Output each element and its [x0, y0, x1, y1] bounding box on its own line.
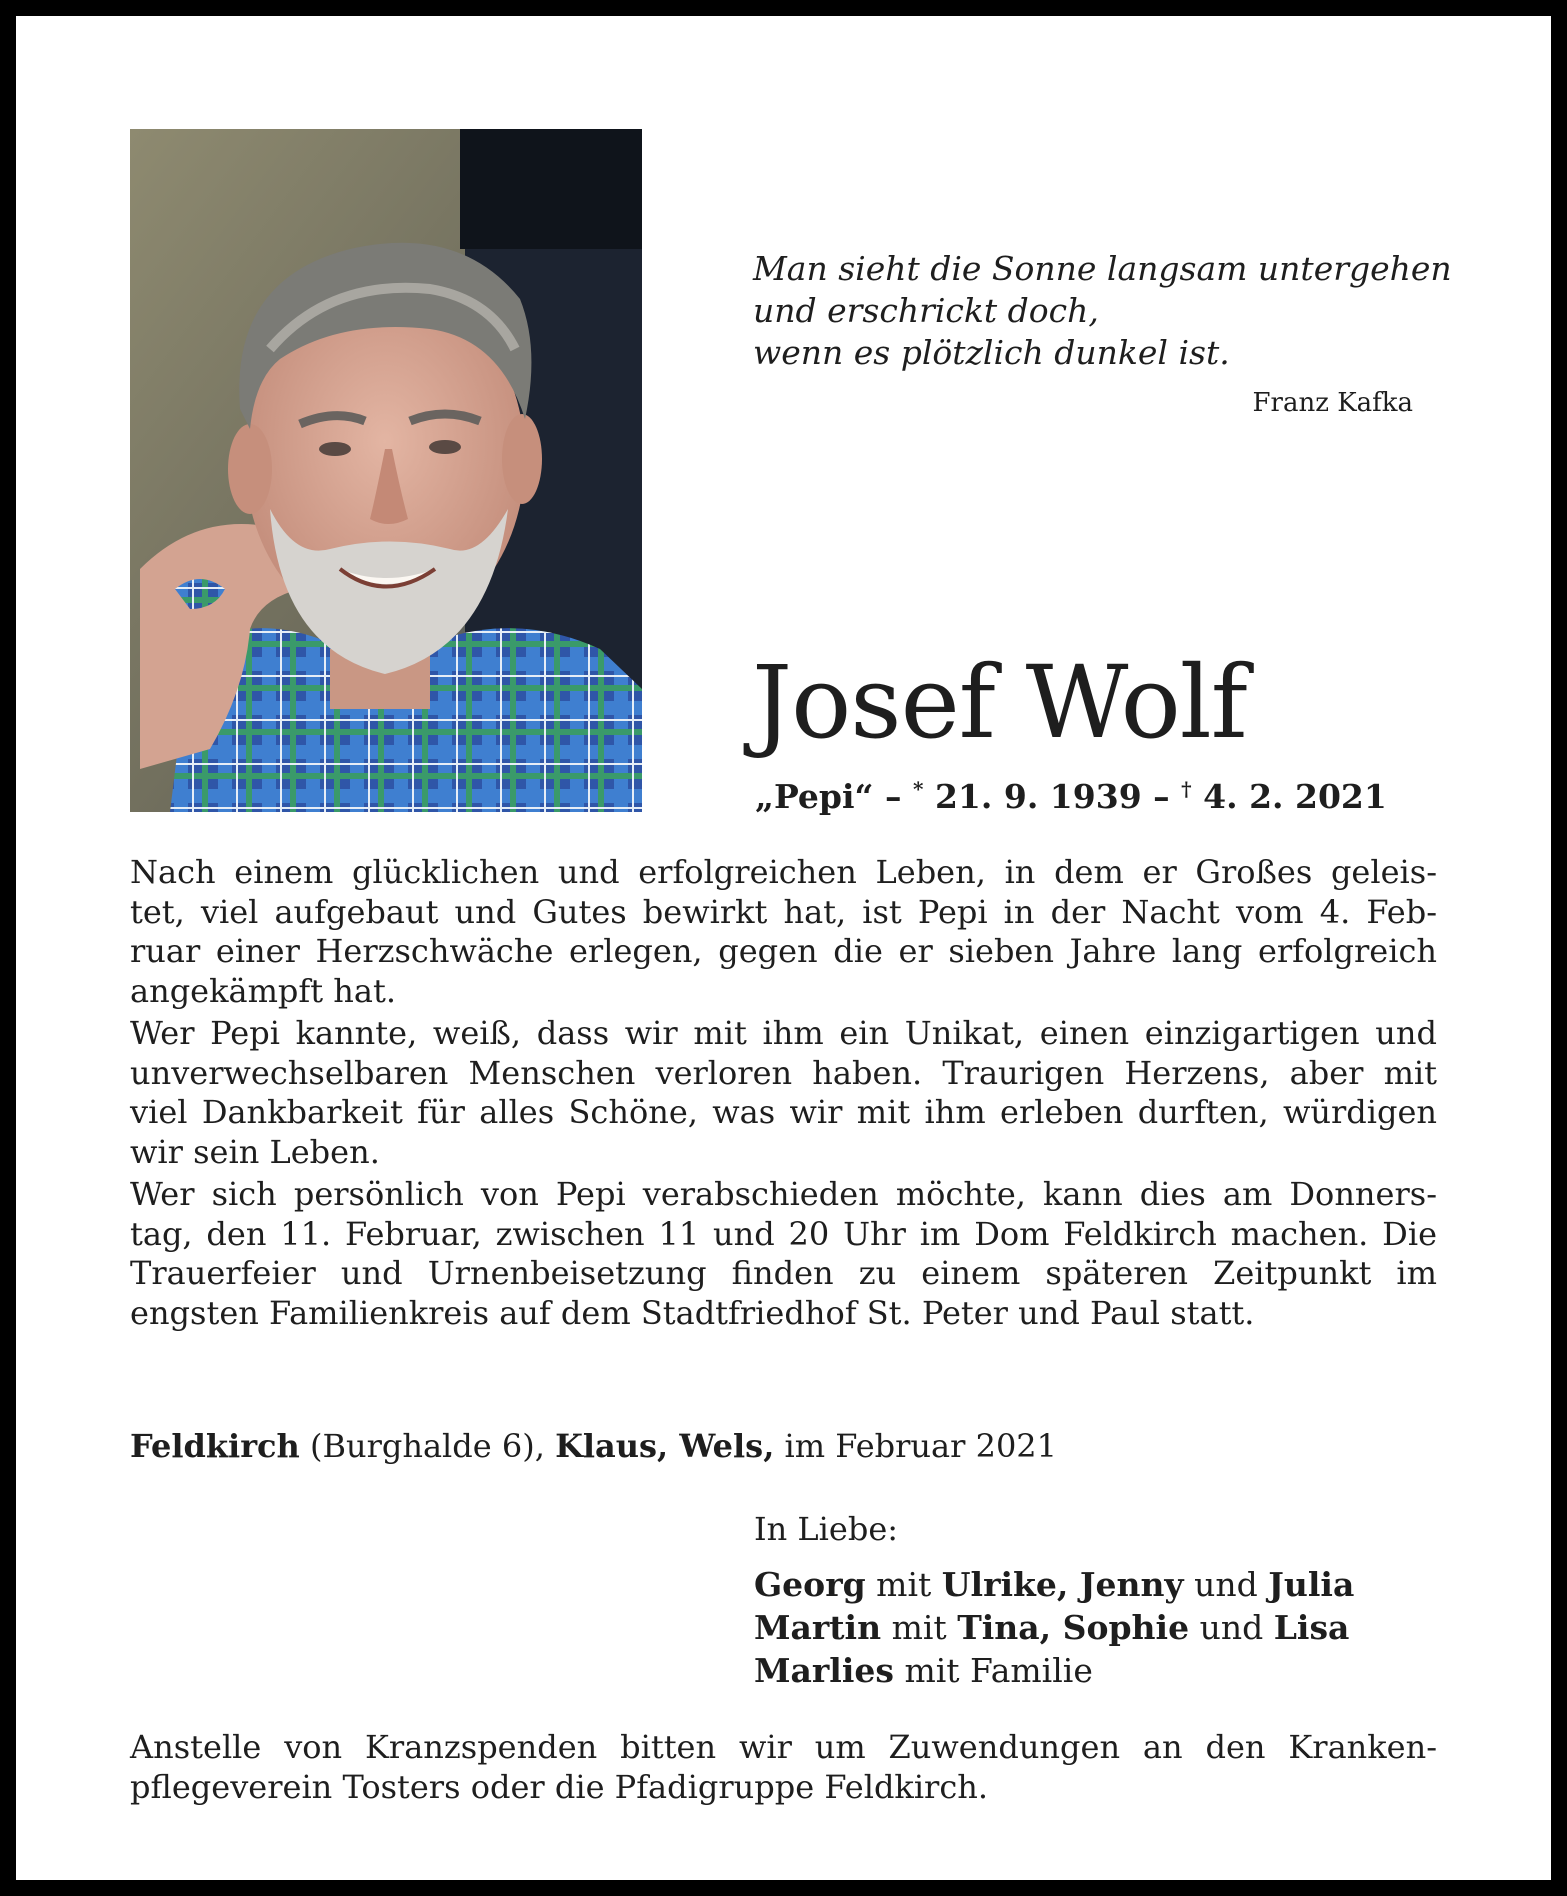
mourners-intro: In Liebe:: [754, 1510, 899, 1548]
mourner-name: Ulrike, Jenny: [941, 1565, 1184, 1604]
separator: –: [1153, 777, 1170, 816]
mourner-row: [754, 1649, 1354, 1692]
mourner-name: Marlies: [754, 1651, 894, 1690]
mourner-connector: und: [1199, 1608, 1264, 1647]
text-line: pflegeverein Tosters oder die Pfadigruppe Feldkirch.: [130, 1767, 989, 1806]
nickname: „Pepi“: [755, 777, 874, 816]
deceased-name: Josef Wolf: [752, 644, 1247, 761]
quote-line: wenn es plötzlich dunkel ist.: [753, 333, 1230, 372]
paragraph-remembrance: [130, 1014, 1437, 1172]
text-line: Trauerfeier und Urnenbeisetzung finden zu einem späteren Zeitpunkt im: [130, 1254, 1437, 1292]
mourner-name: Julia: [1268, 1565, 1355, 1604]
obituary-text: [130, 853, 1437, 1336]
mourners-list: [754, 1563, 1354, 1692]
text-line: viel Dankbarkeit für alles Schöne, was wir mit ihm erleben durften, würdigen: [130, 1093, 1437, 1131]
quote-line: und erschrickt doch,: [753, 291, 1099, 330]
birth-date: 21. 9. 1939: [934, 777, 1142, 816]
separator: –: [885, 777, 902, 816]
place-others: Klaus, Wels,: [555, 1427, 775, 1465]
text-line: unverwechselbaren Menschen verloren haben. Traurigen Herzens, aber mit: [130, 1053, 1437, 1092]
text-line: angekämpft hat.: [130, 971, 396, 1010]
text-line: Wer Pepi kannte, weiß, dass wir mit ihm ein Unikat, einen einzigartigen und: [130, 1014, 1437, 1052]
mourner-row: [754, 1563, 1354, 1606]
place-date: im Februar 2021: [784, 1427, 1058, 1465]
text-line: ruar einer Herzschwäche erlegen, gegen die er sieben Jahre lang erfolgreich: [130, 932, 1437, 970]
portrait-illustration: [130, 129, 642, 812]
text-line: engsten Familienkreis auf dem Stadtfriedhof St. Peter und Paul statt.: [130, 1293, 1255, 1332]
life-dates: [755, 777, 1387, 817]
mourner-row: [754, 1606, 1354, 1649]
mourner-connector: mit: [876, 1565, 932, 1604]
text-line: Anstelle von Kranzspenden bitten wir um Zuwendungen an den Kranken-: [130, 1728, 1437, 1766]
mourner-name: Georg: [754, 1565, 866, 1604]
donation-request: [130, 1728, 1437, 1807]
birth-symbol: *: [913, 777, 924, 801]
mourner-name: Martin: [754, 1608, 882, 1647]
text-line: Nach einem glücklichen und erfolgreichen Leben, in dem er Großes geleis-: [130, 853, 1437, 891]
text-line: wir sein Leben.: [130, 1132, 380, 1171]
text-line: tag, den 11. Februar, zwischen 11 und 20 Uhr im Dom Feldkirch machen. Die: [130, 1214, 1437, 1253]
quote-author: Franz Kafka: [1252, 388, 1413, 418]
place-and-date: [130, 1426, 1057, 1466]
mourner-connector: mit Familie: [904, 1651, 1093, 1690]
mourner-connector: mit: [891, 1608, 947, 1647]
mourner-connector: und: [1194, 1565, 1258, 1604]
place-address: (Burghalde 6),: [309, 1427, 545, 1465]
quote-line: Man sieht die Sonne langsam untergehen: [753, 249, 1452, 288]
paragraph-life: [130, 853, 1437, 1011]
death-symbol: †: [1181, 777, 1192, 801]
portrait-photo: [130, 129, 642, 812]
mourner-name: Lisa: [1273, 1608, 1350, 1647]
kafka-quote: [753, 248, 1473, 418]
death-date: 4. 2. 2021: [1203, 777, 1387, 816]
mourner-name: Tina, Sophie: [957, 1608, 1190, 1647]
paragraph-farewell: [130, 1175, 1437, 1333]
text-line: Wer sich persönlich von Pepi verabschieden möchte, kann dies am Donners-: [130, 1175, 1437, 1213]
place-city: Feldkirch: [130, 1427, 300, 1465]
text-line: tet, viel aufgebaut und Gutes bewirkt hat, ist Pepi in der Nacht vom 4. Feb-: [130, 892, 1437, 931]
